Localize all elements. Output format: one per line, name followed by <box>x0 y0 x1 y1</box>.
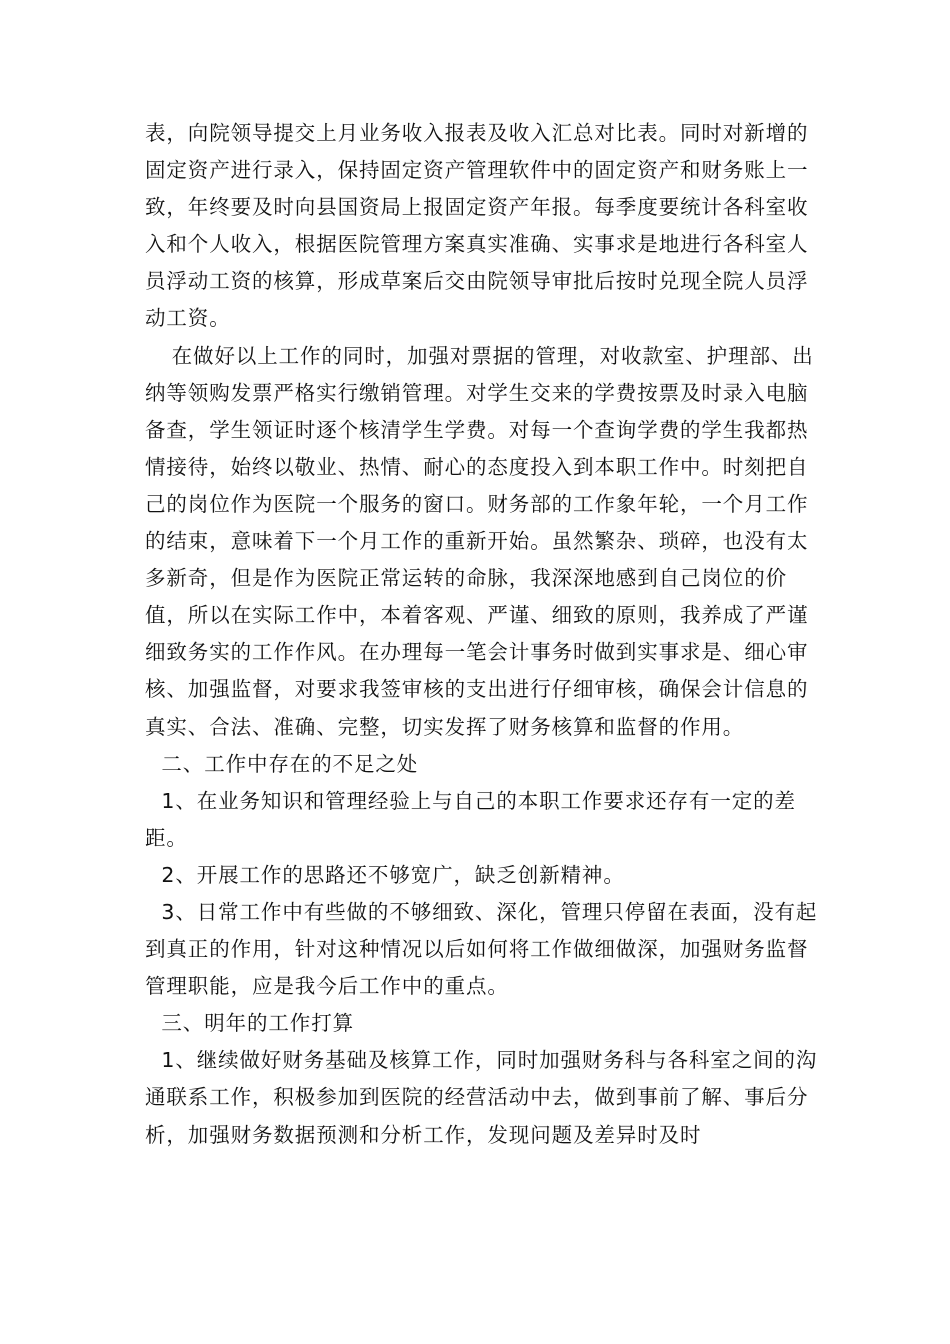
list-item-shortcoming-3: 3、日常工作中有些做的不够细致、深化，管理只停留在表面，没有起到真正的作用，针对这种情况以后如何将工作做细做深，加强财务监督管理职能，应是我今后工作中的重点。 <box>145 899 818 999</box>
list-item-shortcoming-2: 2、开展工作的思路还不够宽广，缺乏创新精神。 <box>161 862 625 887</box>
list-item-plan-1: 1、继续做好财务基础及核算工作，同时加强财务科与各科室之间的沟通联系工作，积极参加到医院的经营活动中去，做到事前了解、事后分析，加强财务数据预测和分析工作，发现问题及差异时及时 <box>145 1048 818 1147</box>
document-body <box>145 115 825 1154</box>
paragraph-salary-accounting: 表，向院领导提交上月业务收入报表及收入汇总对比表。同时对新增的固定资产进行录入，保持固定资产管理软件中的固定资产和财务账上一致，年终要及时向县国资局上报固定资产年报。每季度要统计各科室收入和个人收入，根据医院管理方案真实准确、实事求是地进行各科室人员浮动工资的核算，形成草案后交由院领导审批后按时兑现全院人员浮动工资。 <box>145 121 809 331</box>
paragraph-invoice-management: 在做好以上工作的同时，加强对票据的管理，对收款室、护理部、出纳等领购发票严格实行缴销管理。对学生交来的学费按票及时录入电脑备查，学生领证时逐个核清学生学费。对每一个查询学费的学生我都热情接待，始终以敬业、热情、耐心的态度投入到本职工作中。时刻把自己的岗位作为医院一个服务的窗口。财务部的工作象年轮，一个月工作的结束，意味着下一个月工作的重新开始。虽然繁杂、琐碎，也没有太多新奇，但是作为医院正常运转的命脉，我深深地感到自己岗位的价值，所以在实际工作中，本着客观、严谨、细致的原则，我养成了严谨细致务实的工作作风。在办理每一笔会计事务时做到实事求是、细心审核、加强监督，对要求我签审核的支出进行仔细审核，确保会计信息的真实、合法、准确、完整，切实发挥了财务核算和监督的作用。 <box>145 343 814 739</box>
section-heading-shortcomings: 二、工作中存在的不足之处 <box>161 751 419 776</box>
section-heading-next-year-plan: 三、明年的工作打算 <box>161 1011 354 1036</box>
list-item-shortcoming-1: 1、在业务知识和管理经验上与自己的本职工作要求还存有一定的差距。 <box>145 788 796 850</box>
